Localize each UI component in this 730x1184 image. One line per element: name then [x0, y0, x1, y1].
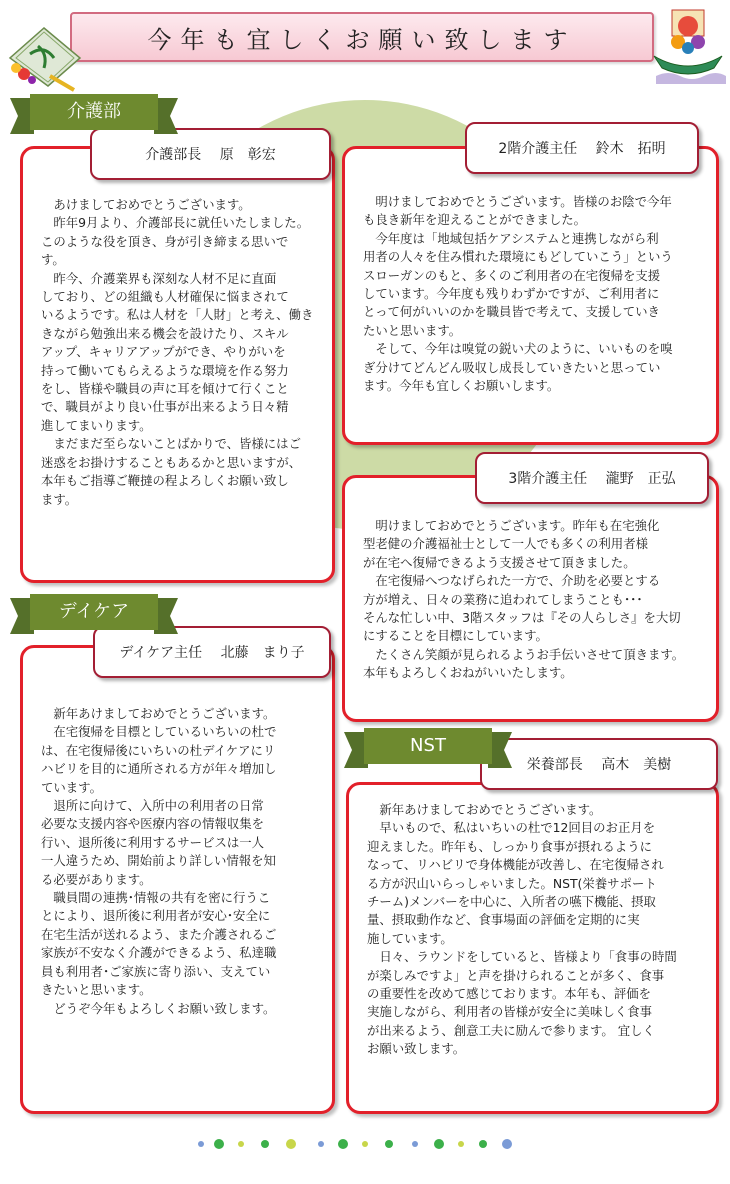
nst-name: 栄養部長 高木 美樹 — [526, 757, 672, 773]
footer-dot — [261, 1140, 269, 1148]
floor2-name-box — [465, 122, 699, 174]
nst-tag — [344, 728, 512, 772]
footer-dots — [195, 1136, 545, 1152]
footer-dot — [479, 1140, 487, 1148]
footer-dot — [214, 1139, 224, 1149]
daycare-text: 新年あけましておめでとうございます。 在宅復帰を目標としているいちいの杜で は、在宅復帰後にいちいの杜デイケアにリ ハビリを目的に通所される方が年々増加し ています。 退所に向けて、入所中の利用者の日常 必要な支援内容や医療内容の情報収集を 行い、退所後に利用するサービスは一人 一人違うため、開始前より詳しい情報を知 る必要があります。 職員間の連携･情報の共有を密に行うこ とにより、退所後に利用者が安心･安全に 在宅生活が送れるよう、また介護されるご 家族が不安なく介護ができるよう、私達職 員も利用者･ご家族に寄り添い、支えてい きたいと思います。 どうぞ今年もよろしくお願い致します。 — [41, 706, 277, 1016]
kaigo-card — [20, 146, 335, 583]
floor3-card — [342, 475, 719, 722]
nst-name-box — [480, 738, 718, 790]
daycare-tag — [10, 594, 178, 638]
footer-dot — [318, 1141, 324, 1147]
kaigo-name: 介護部長 原 彰宏 — [145, 147, 276, 163]
footer-dot — [238, 1141, 244, 1147]
nst-card — [346, 782, 719, 1114]
kaigo-text: あけましておめでとうございます。 昨年9月より、介護部長に就任いたしました。 このような役を頂き、身が引き締まる思いで す。 昨今、介護業界も深刻な人材不足に直面 しており、どの組織も人材確保に悩まされて いるようです。私は人材を「人財」と考え、働き きながら勉強出来る機会を設けたり、スキル アップ、キャリアアップができ、やりがいを 持って働いてもらえるような環境を作る努力 をし、皆様や職員の声に耳を傾けて行くこと で、職員がより良い仕事が出来るよう日々精 進してまいります。 まだまだ至らないことばかりで、皆様にはご 迷惑をお掛けすることもあるかと思いますが、 本年もご指導ご鞭撻の程よろしくお願い致し ます。 — [41, 197, 314, 507]
fan-icon — [4, 24, 84, 94]
floor2-name: 2階介護主任 鈴木 拓明 — [498, 141, 666, 157]
kaigo-tag — [10, 94, 178, 138]
footer-dot — [286, 1139, 296, 1149]
footer-dot — [502, 1139, 512, 1149]
kaigo-tag-label: 介護部 — [67, 101, 121, 122]
page-title: 今年も宜しくお願い致します — [147, 25, 577, 54]
floor2-card — [342, 146, 719, 445]
footer-dot — [385, 1140, 393, 1148]
floor3-text: 明けましておめでとうございます。昨年も在宅強化 型老健の介護福祉士として一人でも多くの利用者様 が在宅へ復帰できるよう支援させて頂きました。 在宅復帰へつなげられた一方で、介助を必要とする 方が増え、日々の業務に追われてしまうことも･･･ そんな忙しい中、3階スタッフは『その人らしさ』を大切 にすることを目標にしています。 たくさん笑顔が見られるようお手伝いさせて頂きます。 本年もよろしくおねがいいたします。 — [363, 518, 685, 681]
footer-dot — [338, 1139, 348, 1149]
footer-dot — [198, 1141, 204, 1147]
nst-text: 新年あけましておめでとうございます。 早いもので、私はいちいの杜で12回目のお正月を 迎えました。昨年も、しっかり食事が摂れるように なって、リハビリで身体機能が改善し、在宅復帰され る方が沢山いらっしゃいました。NST(栄養サポート チーム)メンバーを中心に、入所者の嚥下機能、摂取 量、摂取動作など、食事場面の評価を定期的に実 施しています。 日々、ラウンドをしていると、皆様より「食事の時間 が楽しみですよ」と声を掛けられることが多く、食事 の重要性を改めて感じております。本年も、評価を 実施しながら、利用者の皆様が安全に美味しく食事 が出来るよう、創意工夫に励んで参ります。 宜しく お願い致します。 — [367, 802, 677, 1057]
floor3-name-box — [475, 452, 709, 504]
treasure-ship-icon — [648, 6, 728, 84]
daycare-tag-label: デイケア — [58, 601, 130, 622]
floor2-text: 明けましておめでとうございます。皆様のお陰で今年 も良き新年を迎えることができました。 今年度は「地域包括ケアシステムと連携しながら利 用者の人々を住み慣れた環境にもどしていこう」という スローガンのもと、多くのご利用者の在宅復帰を支援 しています。今年度も残りわずかですが、ご利用者に とって何がいいのかを職員皆で考えて、支援していき たいと思います。 そして、今年は嗅覚の鋭い犬のように、いいものを嗅 ぎ分けてどんどん吸収し成長していきたいと思ってい ます。今年も宜しくお願いします。 — [363, 194, 673, 394]
footer-dot — [362, 1141, 368, 1147]
nst-tag-label: NST — [410, 735, 446, 756]
daycare-card — [20, 645, 335, 1114]
floor3-name: 3階介護主任 瀧野 正弘 — [508, 471, 676, 487]
footer-dot — [458, 1141, 464, 1147]
footer-dot — [434, 1139, 444, 1149]
daycare-name: デイケア主任 北藤 まり子 — [119, 645, 305, 661]
footer-dot — [412, 1141, 418, 1147]
header-banner — [70, 12, 654, 62]
